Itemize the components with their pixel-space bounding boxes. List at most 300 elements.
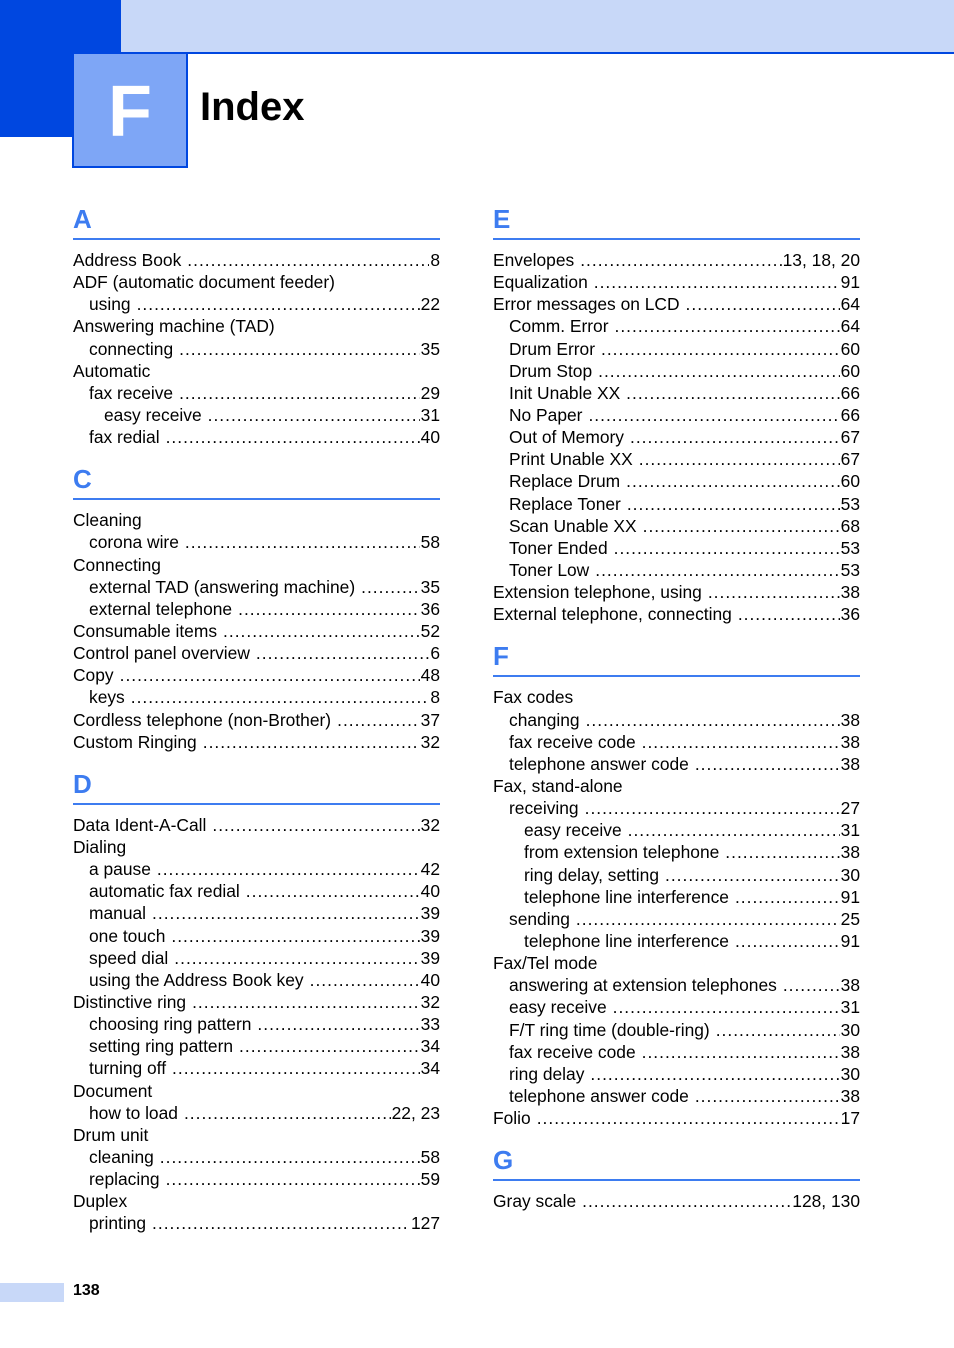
index-entry xyxy=(493,819,860,841)
index-page-ref[interactable]: 31 xyxy=(420,404,440,425)
dot-leader xyxy=(601,338,840,360)
header-rule xyxy=(121,52,954,54)
index-page-ref[interactable]: 13, 18, 20 xyxy=(782,250,860,270)
index-page-ref[interactable]: 38 xyxy=(840,582,860,603)
dot-leader xyxy=(157,858,420,880)
dot-leader xyxy=(310,969,420,991)
dot-leader xyxy=(735,886,840,908)
index-page-ref[interactable]: 42 xyxy=(420,859,440,880)
dot-leader xyxy=(166,1168,420,1190)
index-entry xyxy=(73,947,440,969)
index-page-ref[interactable]: 64 xyxy=(840,316,860,337)
index-term: replacing xyxy=(89,1169,160,1190)
dot-leader xyxy=(586,709,840,731)
index-entry xyxy=(73,249,440,271)
dot-leader xyxy=(615,315,840,337)
index-entry xyxy=(73,338,440,360)
index-entry xyxy=(493,1063,860,1085)
index-page-ref[interactable]: 36 xyxy=(420,598,440,619)
index-entry xyxy=(493,886,860,908)
page-title: Index xyxy=(200,85,305,129)
index-entry xyxy=(73,1102,440,1124)
dot-leader xyxy=(576,908,840,930)
dot-leader xyxy=(686,293,840,315)
index-page-ref[interactable]: 32 xyxy=(420,731,440,752)
index-term: Out of Memory xyxy=(509,427,625,448)
index-page-ref[interactable]: 60 xyxy=(840,471,860,492)
index-page-ref[interactable]: 34 xyxy=(420,1058,440,1079)
index-page-ref[interactable]: 40 xyxy=(420,427,440,448)
index-page-ref[interactable]: 39 xyxy=(420,903,440,924)
dot-leader xyxy=(187,249,429,271)
dot-leader xyxy=(172,1057,420,1079)
dot-leader xyxy=(642,1041,840,1063)
index-page-ref[interactable]: 37 xyxy=(420,709,440,730)
index-page-ref[interactable]: 27 xyxy=(840,798,860,819)
index-entry xyxy=(493,686,860,708)
index-term: Replace Toner xyxy=(509,493,621,514)
index-term: ring delay, setting xyxy=(524,864,660,885)
index-entry xyxy=(73,814,440,836)
index-entry xyxy=(73,531,440,553)
index-page-ref[interactable]: 35 xyxy=(420,338,440,359)
index-entry xyxy=(73,902,440,924)
index-entry xyxy=(493,1107,860,1129)
dot-leader xyxy=(192,991,420,1013)
index-page-ref[interactable]: 60 xyxy=(840,360,860,381)
index-page-ref[interactable]: 53 xyxy=(840,493,860,514)
index-term: Copy xyxy=(73,665,114,686)
index-entry xyxy=(73,1146,440,1168)
dot-leader xyxy=(735,930,840,952)
header-band xyxy=(121,0,954,52)
index-entry xyxy=(73,642,440,664)
index-term: Distinctive ring xyxy=(73,991,187,1012)
section-letter-heading: E xyxy=(493,200,860,240)
index-page-ref[interactable]: 38 xyxy=(840,975,860,996)
index-entry xyxy=(73,1190,440,1212)
index-page-ref[interactable]: 39 xyxy=(420,925,440,946)
index-term: Init Unable XX xyxy=(509,382,621,403)
index-page-ref[interactable]: 32 xyxy=(420,991,440,1012)
index-page-ref[interactable]: 30 xyxy=(840,1063,860,1084)
dot-leader xyxy=(626,470,840,492)
index-term: easy receive xyxy=(524,820,622,841)
index-term: Replace Drum xyxy=(509,471,621,492)
index-term: choosing ring pattern xyxy=(89,1014,252,1035)
section-letter-heading: A xyxy=(73,200,440,240)
index-entry xyxy=(73,858,440,880)
index-entry xyxy=(493,996,860,1018)
index-page-ref[interactable]: 64 xyxy=(840,294,860,315)
dot-leader xyxy=(160,1146,420,1168)
index-page-ref[interactable]: 39 xyxy=(420,947,440,968)
index-entry xyxy=(493,360,860,382)
footer-accent xyxy=(0,1283,64,1302)
section-letter-heading: G xyxy=(493,1141,860,1181)
dot-leader xyxy=(212,814,419,836)
index-term: a pause xyxy=(89,859,151,880)
index-entry xyxy=(73,271,440,293)
index-entry xyxy=(493,293,860,315)
index-entry xyxy=(493,1085,860,1107)
index-entry xyxy=(73,1124,440,1146)
dot-leader xyxy=(184,1102,391,1124)
index-entry xyxy=(493,338,860,360)
index-term: answering at extension telephones xyxy=(509,975,777,996)
index-term: telephone answer code xyxy=(509,1085,689,1106)
index-term: fax receive code xyxy=(509,1041,636,1062)
index-page-ref[interactable]: 128, 130 xyxy=(792,1191,860,1212)
index-term: printing xyxy=(89,1213,147,1234)
index-term: telephone answer code xyxy=(509,753,689,774)
index-page-ref[interactable]: 31 xyxy=(840,997,860,1018)
section-letter-heading: C xyxy=(73,460,440,500)
index-term: receiving xyxy=(509,798,579,819)
index-page-ref[interactable]: 91 xyxy=(840,886,860,907)
index-page-ref[interactable]: 38 xyxy=(840,1085,860,1106)
index-page-ref[interactable]: 53 xyxy=(840,559,860,580)
index-page-ref[interactable]: 52 xyxy=(420,620,440,641)
dot-leader xyxy=(137,293,420,315)
index-page-ref[interactable]: 40 xyxy=(420,881,440,902)
index-page-ref[interactable]: 32 xyxy=(420,814,440,835)
index-term: connecting xyxy=(89,338,174,359)
index-entry xyxy=(493,448,860,470)
index-entry xyxy=(73,1035,440,1057)
index-entry xyxy=(73,664,440,686)
index-page-ref[interactable]: 91 xyxy=(840,930,860,951)
index-term: Cleaning xyxy=(73,510,142,531)
index-section-e xyxy=(493,200,860,625)
dot-leader xyxy=(708,581,840,603)
dot-leader xyxy=(594,271,840,293)
index-term: Data Ident-A-Call xyxy=(73,814,207,835)
index-page-ref[interactable]: 67 xyxy=(840,449,860,470)
index-entry xyxy=(493,930,860,952)
index-term: External telephone, connecting xyxy=(493,604,732,625)
index-entry xyxy=(73,1013,440,1035)
index-term: Fax codes xyxy=(493,687,574,708)
dot-leader xyxy=(627,493,840,515)
section-letter-heading: D xyxy=(73,765,440,805)
index-term: telephone line interference xyxy=(524,886,729,907)
dot-leader xyxy=(628,819,840,841)
dot-leader xyxy=(208,404,420,426)
index-term: Consumable items xyxy=(73,620,218,641)
dot-leader xyxy=(580,249,781,271)
dot-leader xyxy=(152,1212,410,1234)
index-term: one touch xyxy=(89,925,166,946)
index-page-ref[interactable]: 38 xyxy=(840,842,860,863)
index-entry xyxy=(73,836,440,858)
index-entry xyxy=(493,1190,860,1212)
index-term: Toner Ended xyxy=(509,537,608,558)
index-page-ref[interactable]: 48 xyxy=(420,665,440,686)
dot-leader xyxy=(120,664,420,686)
index-entry xyxy=(73,969,440,991)
dot-leader xyxy=(585,797,840,819)
index-page-ref[interactable]: 91 xyxy=(840,272,860,293)
index-entry xyxy=(493,559,860,581)
index-page-ref[interactable]: 35 xyxy=(420,576,440,597)
index-term: Comm. Error xyxy=(509,316,609,337)
index-term: external telephone xyxy=(89,598,233,619)
index-page-ref[interactable]: 29 xyxy=(420,382,440,403)
index-entry xyxy=(493,952,860,974)
dot-leader xyxy=(179,382,420,404)
index-term: Fax/Tel mode xyxy=(493,953,598,974)
index-term: Envelopes xyxy=(493,250,575,270)
dot-leader xyxy=(643,515,840,537)
index-page-ref[interactable]: 8 xyxy=(430,687,440,708)
index-entry xyxy=(493,537,860,559)
index-entry xyxy=(493,603,860,625)
index-term: Document xyxy=(73,1080,153,1101)
chapter-letter-badge: F xyxy=(72,52,188,168)
index-entry xyxy=(493,515,860,537)
dot-leader xyxy=(131,686,430,708)
dot-leader xyxy=(166,426,420,448)
index-page-ref[interactable]: 38 xyxy=(840,1041,860,1062)
dot-leader xyxy=(185,531,420,553)
index-section-d xyxy=(73,765,440,1235)
index-entry xyxy=(493,775,860,797)
index-entry xyxy=(493,581,860,603)
index-page-ref[interactable]: 22 xyxy=(420,294,440,315)
dot-leader xyxy=(783,974,840,996)
index-entry xyxy=(493,249,860,271)
index-term: Folio xyxy=(493,1108,531,1129)
dot-leader xyxy=(695,753,840,775)
index-term: speed dial xyxy=(89,947,169,968)
index-term: Equalization xyxy=(493,272,588,293)
index-entry xyxy=(73,1057,440,1079)
index-entry xyxy=(73,620,440,642)
index-term: changing xyxy=(509,709,580,730)
index-entry xyxy=(73,404,440,426)
index-term: ring delay xyxy=(509,1063,585,1084)
index-term: Connecting xyxy=(73,554,161,575)
index-page-ref[interactable]: 36 xyxy=(840,604,860,625)
index-entry xyxy=(73,293,440,315)
dot-leader xyxy=(590,1063,839,1085)
dot-leader xyxy=(537,1107,840,1129)
index-term: Custom Ringing xyxy=(73,731,197,752)
dot-leader xyxy=(152,902,420,924)
index-term: Drum Error xyxy=(509,338,595,359)
index-page-ref[interactable]: 68 xyxy=(840,515,860,536)
dot-leader xyxy=(238,598,420,620)
index-entry xyxy=(73,1080,440,1102)
index-entry xyxy=(73,925,440,947)
index-page-ref[interactable]: 22, 23 xyxy=(391,1102,440,1123)
index-section-c xyxy=(73,460,440,753)
index-term: Control panel overview xyxy=(73,643,250,664)
dot-leader xyxy=(223,620,420,642)
dot-leader xyxy=(630,426,840,448)
index-term: setting ring pattern xyxy=(89,1036,234,1057)
index-entry xyxy=(73,554,440,576)
dot-leader xyxy=(174,947,419,969)
index-term: from extension telephone xyxy=(524,842,720,863)
index-term: Extension telephone, using xyxy=(493,582,702,603)
index-term: turning off xyxy=(89,1058,167,1079)
index-entry xyxy=(493,753,860,775)
index-page-ref[interactable]: 30 xyxy=(840,1019,860,1040)
index-entry xyxy=(73,509,440,531)
index-page-ref[interactable]: 34 xyxy=(420,1036,440,1057)
index-term: Cordless telephone (non-Brother) xyxy=(73,709,332,730)
index-term: fax receive code xyxy=(509,731,636,752)
index-term: Toner Low xyxy=(509,559,590,580)
index-entry xyxy=(493,1041,860,1063)
dot-leader xyxy=(626,382,839,404)
index-page-ref[interactable]: 59 xyxy=(420,1169,440,1190)
index-term: easy receive xyxy=(104,404,202,425)
index-entry xyxy=(73,576,440,598)
index-page-ref[interactable]: 58 xyxy=(420,1146,440,1167)
index-entry xyxy=(493,731,860,753)
index-page-ref[interactable]: 17 xyxy=(840,1108,860,1129)
index-term: keys xyxy=(89,687,125,708)
index-page-ref[interactable]: 127 xyxy=(410,1213,440,1234)
index-entry xyxy=(493,864,860,886)
index-entry xyxy=(493,908,860,930)
index-page-ref[interactable]: 38 xyxy=(840,731,860,752)
index-entry xyxy=(73,991,440,1013)
index-term: Drum Stop xyxy=(509,360,593,381)
index-page-ref[interactable]: 53 xyxy=(840,537,860,558)
dot-leader xyxy=(595,559,839,581)
index-term: telephone line interference xyxy=(524,930,729,951)
index-term: using xyxy=(89,294,131,315)
dot-leader xyxy=(613,996,840,1018)
index-column-left xyxy=(73,200,440,1246)
dot-leader xyxy=(256,642,429,664)
index-term: Dialing xyxy=(73,836,127,857)
index-term: Print Unable XX xyxy=(509,449,633,470)
index-term: F/T ring time (double-ring) xyxy=(509,1019,710,1040)
index-term: Fax, stand-alone xyxy=(493,775,623,796)
index-entry xyxy=(73,1168,440,1190)
index-entry xyxy=(493,426,860,448)
index-page-ref[interactable]: 66 xyxy=(840,404,860,425)
index-entry xyxy=(73,1212,440,1234)
index-entry xyxy=(73,426,440,448)
index-page-ref[interactable]: 33 xyxy=(420,1014,440,1035)
index-page-ref[interactable]: 60 xyxy=(840,338,860,359)
index-term: Gray scale xyxy=(493,1191,577,1212)
index-page-ref[interactable]: 25 xyxy=(840,908,860,929)
index-term: Duplex xyxy=(73,1191,128,1212)
dot-leader xyxy=(337,709,420,731)
index-entry xyxy=(73,686,440,708)
index-entry xyxy=(73,709,440,731)
index-term: ADF (automatic document feeder) xyxy=(73,272,335,293)
index-page-ref[interactable]: 66 xyxy=(840,382,860,403)
index-page-ref[interactable]: 58 xyxy=(420,532,440,553)
index-page-ref[interactable]: 30 xyxy=(840,864,860,885)
index-page-ref[interactable]: 38 xyxy=(840,709,860,730)
dot-leader xyxy=(665,864,840,886)
index-term: how to load xyxy=(89,1102,178,1123)
index-entry xyxy=(493,382,860,404)
index-page-ref[interactable]: 40 xyxy=(420,969,440,990)
index-term: manual xyxy=(89,903,147,924)
page-number: 138 xyxy=(73,1282,100,1299)
index-term: Automatic xyxy=(73,360,151,381)
index-page-ref[interactable]: 8 xyxy=(430,250,440,270)
index-section-a xyxy=(73,200,440,448)
dot-leader xyxy=(642,731,840,753)
dot-leader xyxy=(588,404,839,426)
index-entry xyxy=(493,1019,860,1041)
index-term: fax redial xyxy=(89,427,160,448)
dot-leader xyxy=(257,1013,419,1035)
dot-leader xyxy=(239,1035,420,1057)
index-entry xyxy=(493,404,860,426)
index-term: Error messages on LCD xyxy=(493,294,680,315)
index-entry xyxy=(493,797,860,819)
index-entry xyxy=(73,382,440,404)
index-page-ref[interactable]: 38 xyxy=(840,753,860,774)
index-term: sending xyxy=(509,908,570,929)
index-term: Address Book xyxy=(73,250,182,270)
index-page-ref[interactable]: 67 xyxy=(840,427,860,448)
dot-leader xyxy=(738,603,840,625)
index-term: corona wire xyxy=(89,532,179,553)
index-column-right xyxy=(493,200,860,1224)
index-entry xyxy=(493,315,860,337)
dot-leader xyxy=(639,448,840,470)
dot-leader xyxy=(582,1190,791,1212)
index-term: Scan Unable XX xyxy=(509,515,637,536)
dot-leader xyxy=(171,925,419,947)
dot-leader xyxy=(361,576,420,598)
index-page-ref[interactable]: 6 xyxy=(430,643,440,664)
index-entry xyxy=(493,974,860,996)
index-term: cleaning xyxy=(89,1146,154,1167)
index-entry xyxy=(73,315,440,337)
index-entry xyxy=(73,880,440,902)
index-entry xyxy=(493,709,860,731)
index-entry xyxy=(493,841,860,863)
index-term: Answering machine (TAD) xyxy=(73,316,275,337)
index-term: automatic fax redial xyxy=(89,881,240,902)
index-entry xyxy=(73,598,440,620)
index-entry xyxy=(493,493,860,515)
index-section-g xyxy=(493,1141,860,1212)
index-term: using the Address Book key xyxy=(89,969,304,990)
index-section-f xyxy=(493,637,860,1129)
index-term: No Paper xyxy=(509,404,583,425)
index-term: Drum unit xyxy=(73,1124,149,1145)
dot-leader xyxy=(598,360,840,382)
section-letter-heading: F xyxy=(493,637,860,677)
dot-leader xyxy=(695,1085,840,1107)
index-entry xyxy=(73,360,440,382)
index-term: fax receive xyxy=(89,382,174,403)
dot-leader xyxy=(179,338,420,360)
dot-leader xyxy=(614,537,840,559)
dot-leader xyxy=(725,841,839,863)
index-term: easy receive xyxy=(509,997,607,1018)
dot-leader xyxy=(716,1019,840,1041)
index-entry xyxy=(493,470,860,492)
index-page-ref[interactable]: 31 xyxy=(840,820,860,841)
dot-leader xyxy=(246,880,420,902)
